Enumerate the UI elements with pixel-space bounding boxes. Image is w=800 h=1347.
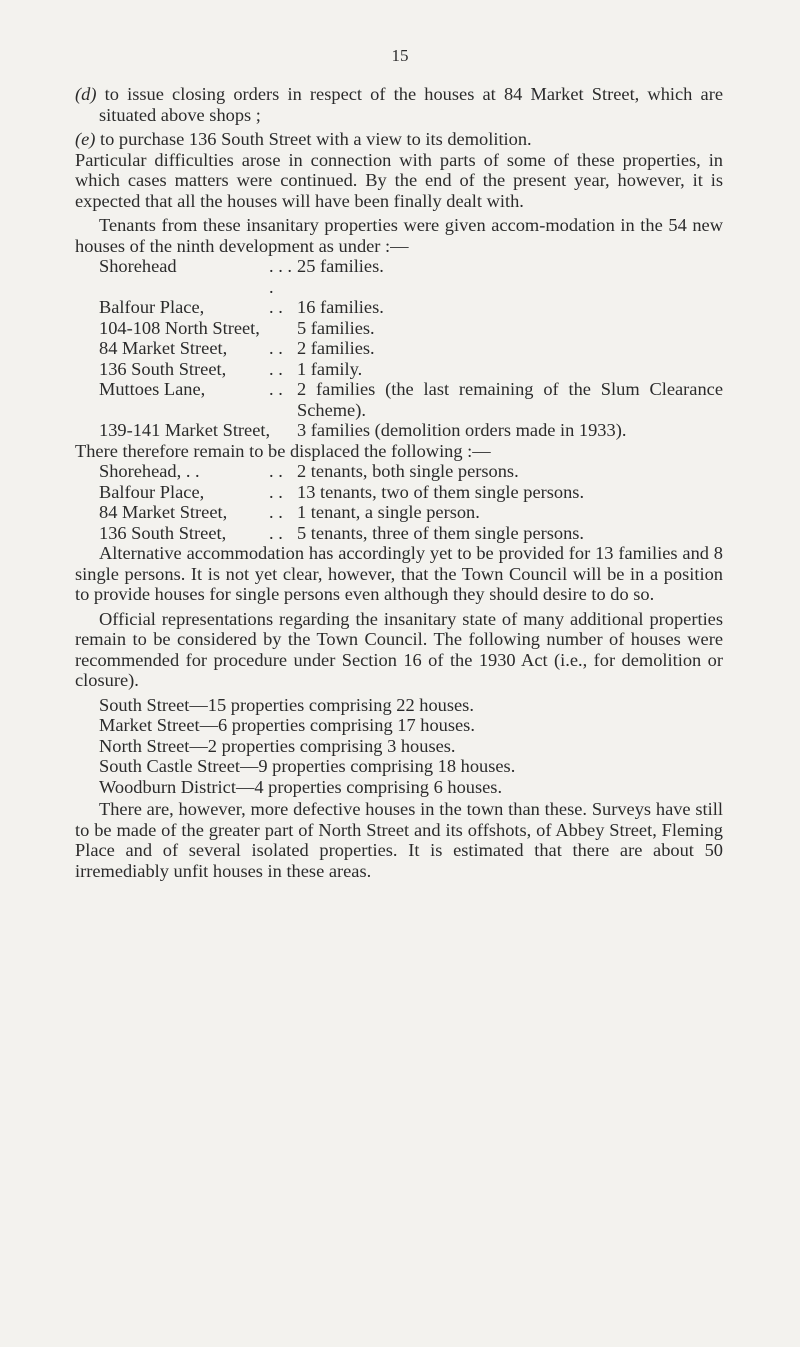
paragraph-official: Official representations regarding the insanitary state of many additional properties remain to be considered by the Town Council. The following number of houses were recommended for procedure under Section 16 of the 1930 Act (i.e., for demolition or closure). — [75, 608, 723, 690]
body-text — [75, 84, 723, 881]
result: 1 family. — [297, 358, 363, 379]
paragraph-tenants: Tenants from these insanitary properties were given accom-modation in the 54 new houses of the ninth development as under :— — [75, 215, 723, 256]
result: 2 families. — [297, 338, 375, 358]
table-row — [75, 318, 723, 339]
table-row — [75, 359, 723, 380]
place: 84 Market Street, — [99, 502, 228, 522]
result: 5 tenants, three of them single persons. — [297, 522, 585, 543]
item-label-e: (e) — [75, 129, 96, 149]
leader-dots: . . — [269, 358, 283, 379]
table-row — [75, 420, 723, 441]
leader-dots — [269, 420, 297, 441]
leader-dots: . . — [269, 379, 283, 399]
list-item: South Castle Street—9 properties comprising 18 houses. — [99, 756, 516, 776]
paragraph-alternative: Alternative accommodation has accordingly yet to be provided for 13 families and 8 single persons. It is not yet clear, however, that the Town Council will be in a position to provide houses for single persons even although they should desire to do so. — [75, 543, 723, 604]
result: 3 families (demolition orders made in 1933). — [297, 420, 627, 440]
table-row — [75, 461, 723, 482]
accommodation-table — [75, 256, 723, 441]
table-row — [75, 338, 723, 359]
item-text-e: to purchase 136 South Street with a view to its demolition. — [100, 129, 532, 149]
leader-dots: . . — [269, 338, 283, 358]
table-row — [75, 482, 723, 503]
table-row — [75, 523, 723, 544]
place: Shorehead — [99, 256, 177, 276]
leader-dots: . . — [269, 297, 283, 317]
place: 136 South Street, — [99, 522, 227, 543]
paragraph-difficulties: Particular difficulties arose in connection with parts of some of these properties, in which cases matters were continued. By the end of the present year, however, it is expected that all the houses will have been finally dealt with. — [75, 149, 723, 211]
item-label-d: (d) — [75, 84, 97, 104]
result: 1 tenant, a single person. — [297, 502, 480, 522]
list-item: Woodburn District—4 properties comprising 6 houses. — [99, 776, 503, 797]
leader-dots: . . — [269, 461, 283, 481]
result: 16 families. — [297, 297, 384, 317]
result: 13 tenants, two of them single persons. — [297, 481, 585, 502]
recommended-list — [75, 695, 723, 798]
leader-dots — [269, 318, 297, 339]
list-item: South Street—15 properties comprising 22 houses. — [99, 694, 474, 715]
list-item: North Street—2 properties comprising 3 houses. — [99, 735, 456, 756]
table-row — [75, 256, 723, 297]
leader-dots: . . — [269, 522, 283, 543]
page-number: 15 — [391, 46, 409, 65]
place: 84 Market Street, — [99, 338, 228, 358]
table-row — [75, 379, 723, 420]
table-row — [75, 297, 723, 318]
place: Muttoes Lane, — [99, 379, 206, 399]
result: 2 families (the last remaining of the Slum Clearance Scheme). — [297, 379, 723, 420]
place: 104-108 North Street, — [99, 317, 260, 338]
paragraph-d — [75, 84, 723, 125]
place: Balfour Place, — [99, 481, 205, 502]
place: 139-141 Market Street, — [99, 420, 271, 440]
item-text-d: to issue closing orders in respect of the houses at 84 Market Street, which are situated above shops ; — [99, 84, 723, 125]
paragraph-final: There are, however, more defective houses in the town than these. Surveys have still to be made of the greater part of North Street and its offshots, of Abbey Street, Fleming Place and of several isolated properties. It is estimated that there are about 50 irremediably unfit houses in these areas. — [75, 799, 723, 881]
leader-dots: . . — [269, 481, 283, 502]
leader-dots: . . — [269, 502, 283, 522]
result: 2 tenants, both single persons. — [297, 461, 519, 481]
result: 5 families. — [297, 317, 375, 338]
list-item: Market Street—6 properties comprising 17 houses. — [99, 715, 475, 735]
result: 25 families. — [297, 256, 384, 276]
place: Balfour Place, — [99, 297, 205, 317]
paragraph-displaced-intro: There therefore remain to be displaced the following :— — [75, 440, 491, 461]
place: Shorehead, . . — [99, 461, 200, 481]
paragraph-e — [75, 129, 723, 150]
leader-dots: . . . . — [269, 256, 292, 297]
displaced-table — [75, 461, 723, 543]
place: 136 South Street, — [99, 358, 227, 379]
table-row — [75, 502, 723, 523]
